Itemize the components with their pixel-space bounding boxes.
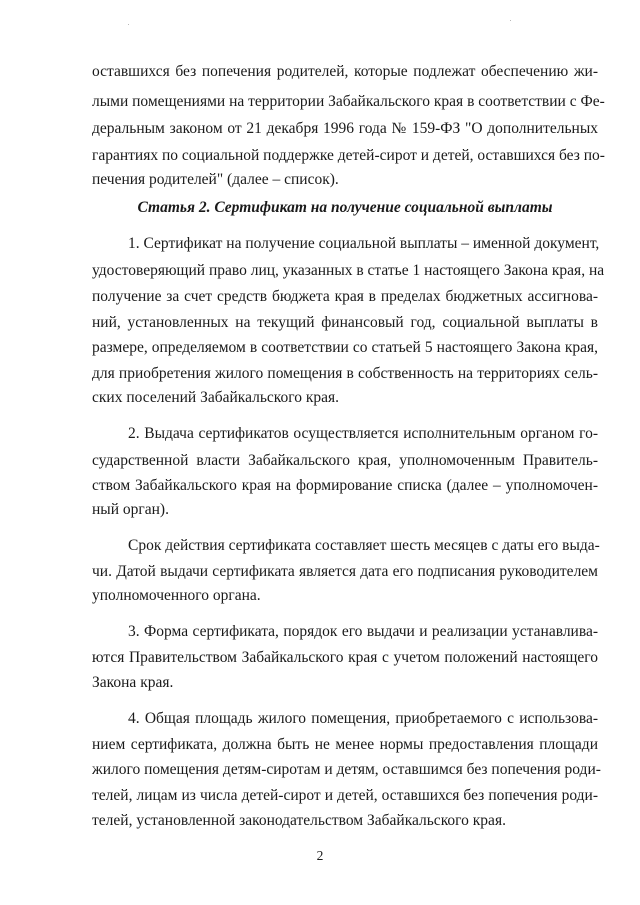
text-line: оставшихся без попечения родителей, которые подлежат обеспечению жи- (92, 63, 598, 80)
scan-speck (128, 24, 129, 25)
text-line: лыми помещениями на территории Забайкальского края в соответствии с Фе- (92, 93, 605, 110)
text-line: получение за счет средств бюджета края в пределах бюджетных ассигнова- (92, 288, 598, 305)
text-line: 1. Сертификат на получение социальной выплаты – именной документ, (128, 235, 600, 252)
text-line: чи. Датой выдачи сертификата является дата его подписания руководителем (92, 563, 598, 580)
text-line: нием сертификата, должна быть не менее нормы предоставления площади (92, 736, 598, 753)
text-line: для приобретения жилого помещения в собственность на территориях сель- (92, 365, 598, 382)
text-line: 4. Общая площадь жилого помещения, приобретаемого с использова- (128, 710, 598, 727)
text-line: ный орган). (92, 501, 169, 518)
text-line: жилого помещения детям-сиротам и детям, оставшимся без попечения роди- (92, 761, 601, 778)
text-line: Закона края. (92, 674, 174, 691)
text-line: удостоверяющий право лиц, указанных в статье 1 настоящего Закона края, на (92, 262, 605, 279)
text-line: 3. Форма сертификата, порядок его выдачи и реализации устанавлива- (128, 623, 598, 640)
text-line: телей, лицам из числа детей-сирот и детей, оставшихся без попечения роди- (92, 787, 598, 804)
text-line: ских поселений Забайкальского края. (92, 389, 340, 406)
text-line: Срок действия сертификата составляет шесть месяцев с даты его выда- (128, 537, 600, 554)
text-line: печения родителей" (далее – список). (92, 171, 339, 188)
text-line: ний, установленных на текущий финансовый год, социальной выплаты в (92, 314, 598, 331)
scan-speck (510, 20, 511, 21)
text-line: ются Правительством Забайкальского края с учетом положений настоящего (92, 649, 598, 666)
text-line: размере, определяемом в соответствии со статьей 5 настоящего Закона края, (92, 339, 598, 356)
text-line: уполномоченного органа. (92, 587, 261, 604)
text-line: телей, установленной законодательством Забайкальского края. (92, 812, 506, 829)
text-line: деральным законом от 21 декабря 1996 года № 159-ФЗ "О дополнительных (92, 120, 598, 137)
text-line: 2. Выдача сертификатов осуществляется исполнительным органом го- (128, 425, 598, 442)
text-line: сударственной власти Забайкальского края, уполномоченным Правитель- (92, 452, 598, 469)
text-line: ством Забайкальского края на формирование списка (далее – уполномочен- (92, 477, 598, 494)
text-line: гарантиях по социальной поддержке детей-сирот и детей, оставшихся без по- (92, 147, 605, 164)
page-number: 2 (316, 848, 324, 863)
article-heading: Статья 2. Сертификат на получение социальной выплаты (137, 199, 553, 216)
